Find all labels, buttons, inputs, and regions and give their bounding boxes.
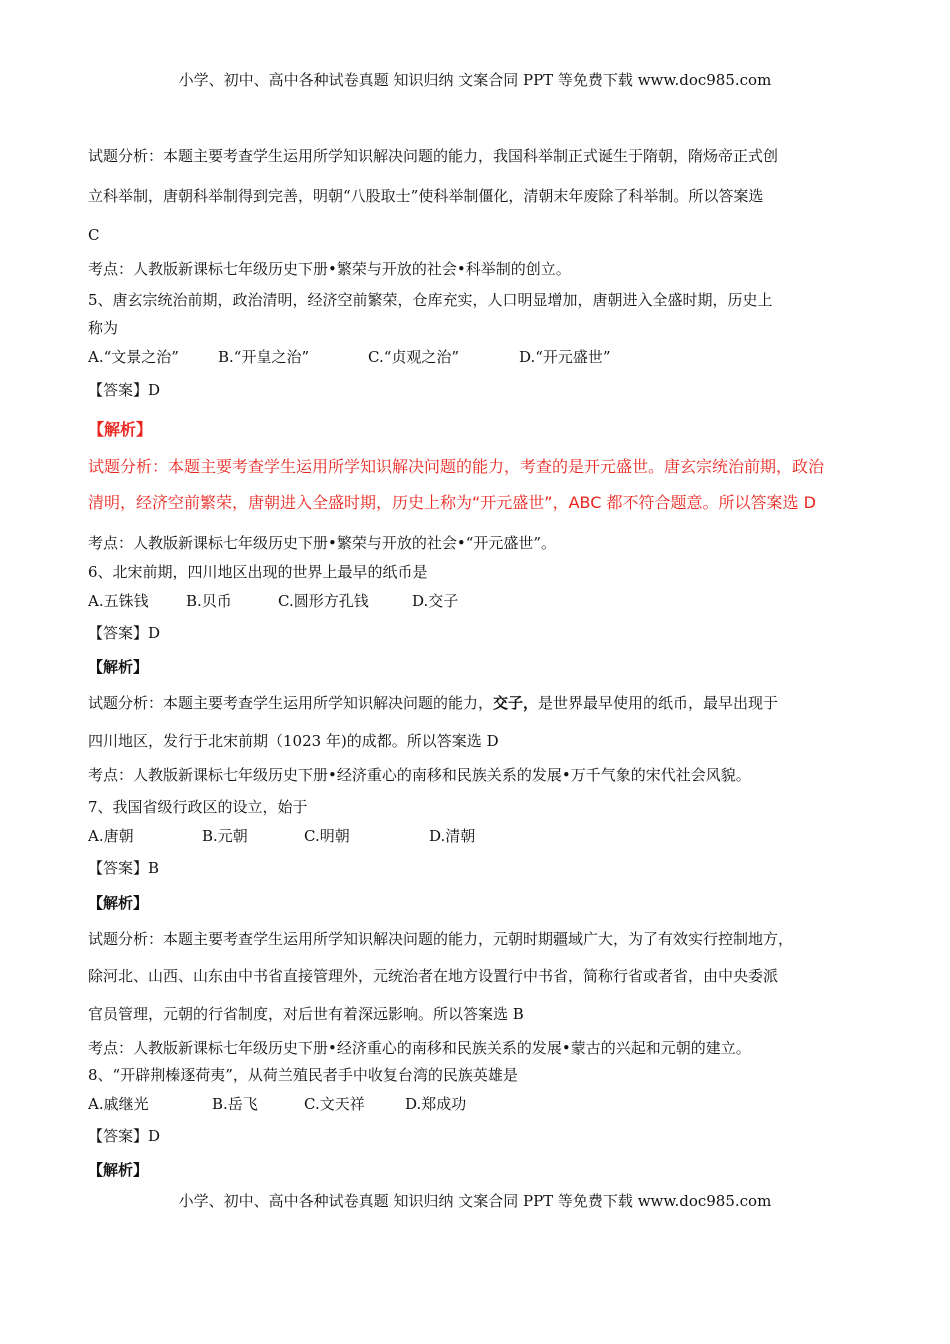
q5-analysis-line-1: 试题分析：本题主要考查学生运用所学知识解决问题的能力，考查的是开元盛世。唐玄宗统治前期，政治 <box>88 457 825 476</box>
q7-option-b: B.元朝 <box>202 827 248 845</box>
q6-option-a: A.五铢钱 <box>88 592 149 610</box>
q6-options <box>88 591 458 611</box>
q6-option-b: B.贝币 <box>186 592 232 610</box>
q4-analysis-line-3: C <box>88 226 100 244</box>
page-footer: 小学、初中、高中各种试卷真题 知识归纳 文案合同 PPT 等免费下载 www.doc985.com <box>178 1192 772 1210</box>
q6-analysis-text-a: 试题分析：本题主要考查学生运用所学知识解决问题的能力， <box>88 694 494 712</box>
q8-stem: 8、“开辟荆榛逐荷夷”，从荷兰殖民者手中收复台湾的民族英雄是 <box>88 1066 518 1084</box>
q6-analysis-line-1 <box>88 693 778 713</box>
q7-options <box>88 826 475 846</box>
q7-option-d: D.清朝 <box>429 827 476 845</box>
q4-point: 考点：人教版新课标七年级历史下册•繁荣与开放的社会•科举制的创立。 <box>88 260 571 278</box>
q5-analysis-label: 【解析】 <box>88 420 153 439</box>
q8-option-b: B.岳飞 <box>212 1095 258 1113</box>
q7-option-a: A.唐朝 <box>88 827 134 845</box>
q5-analysis-line-2: 清明，经济空前繁荣，唐朝进入全盛时期，历史上称为“开元盛世”，ABC 都不符合题意。所以答案选 D <box>88 493 816 512</box>
q8-option-c: C.文天祥 <box>304 1095 365 1113</box>
q8-option-d: D.郑成功 <box>405 1095 467 1113</box>
q7-answer: 【答案】B <box>88 859 160 877</box>
q5-option-a: A.“文景之治” <box>88 348 179 366</box>
q6-analysis-keyword: 交子， <box>493 694 539 712</box>
q6-option-d: D.交子 <box>412 592 459 610</box>
q6-stem: 6、北宋前期，四川地区出现的世界上最早的纸币是 <box>88 563 428 581</box>
q7-stem: 7、我国省级行政区的设立，始于 <box>88 798 308 816</box>
q7-analysis-line-1: 试题分析：本题主要考查学生运用所学知识解决问题的能力，元朝时期疆域广大，为了有效实行控制地方， <box>88 930 794 948</box>
q8-answer: 【答案】D <box>88 1127 161 1145</box>
q4-analysis-line-1: 试题分析：本题主要考查学生运用所学知识解决问题的能力，我国科举制正式诞生于隋朝，隋炀帝正式创 <box>88 147 779 165</box>
q7-analysis-line-3: 官员管理，元朝的行省制度，对后世有着深远影响。所以答案选 B <box>88 1005 524 1023</box>
q5-stem-line-1: 5、唐玄宗统治前期，政治清明，经济空前繁荣，仓库充实，人口明显增加，唐朝进入全盛时期，历史上 <box>88 291 773 309</box>
q6-analysis-label: 【解析】 <box>88 658 149 676</box>
q7-point: 考点：人教版新课标七年级历史下册•经济重心的南移和民族关系的发展•蒙古的兴起和元朝的建立。 <box>88 1039 751 1057</box>
q8-analysis-label: 【解析】 <box>88 1161 149 1179</box>
q5-option-c: C.“贞观之治” <box>368 348 460 366</box>
q6-option-c: C.圆形方孔钱 <box>278 592 369 610</box>
page-header: 小学、初中、高中各种试卷真题 知识归纳 文案合同 PPT 等免费下载 www.doc985.com <box>178 71 772 89</box>
q4-analysis-line-2: 立科举制，唐朝科举制得到完善，明朝“八股取士”使科举制僵化，清朝末年废除了科举制。所以答案选 <box>88 187 764 205</box>
q5-stem-line-2: 称为 <box>88 319 119 337</box>
q6-answer: 【答案】D <box>88 624 161 642</box>
q6-analysis-line-2: 四川地区，发行于北宋前期（1023 年)的成都。所以答案选 D <box>88 732 499 750</box>
q7-analysis-line-2: 除河北、山西、山东由中书省直接管理外，元统治者在地方设置行中书省，简称行省或者省，由中央委派 <box>88 967 779 985</box>
q8-option-a: A.戚继光 <box>88 1095 149 1113</box>
q5-options <box>88 347 611 367</box>
q7-analysis-label: 【解析】 <box>88 894 149 912</box>
q8-options <box>88 1094 466 1114</box>
q5-point: 考点：人教版新课标七年级历史下册•繁荣与开放的社会•“开元盛世”。 <box>88 534 557 552</box>
q6-point: 考点：人教版新课标七年级历史下册•经济重心的南移和民族关系的发展•万千气象的宋代社会风貌。 <box>88 766 751 784</box>
q6-analysis-text-b: 是世界最早使用的纸币，最早出现于 <box>538 694 779 712</box>
q5-option-b: B.“开皇之治” <box>218 348 310 366</box>
q7-option-c: C.明朝 <box>304 827 350 845</box>
q5-option-d: D.“开元盛世” <box>519 348 611 366</box>
q5-answer: 【答案】D <box>88 381 161 399</box>
